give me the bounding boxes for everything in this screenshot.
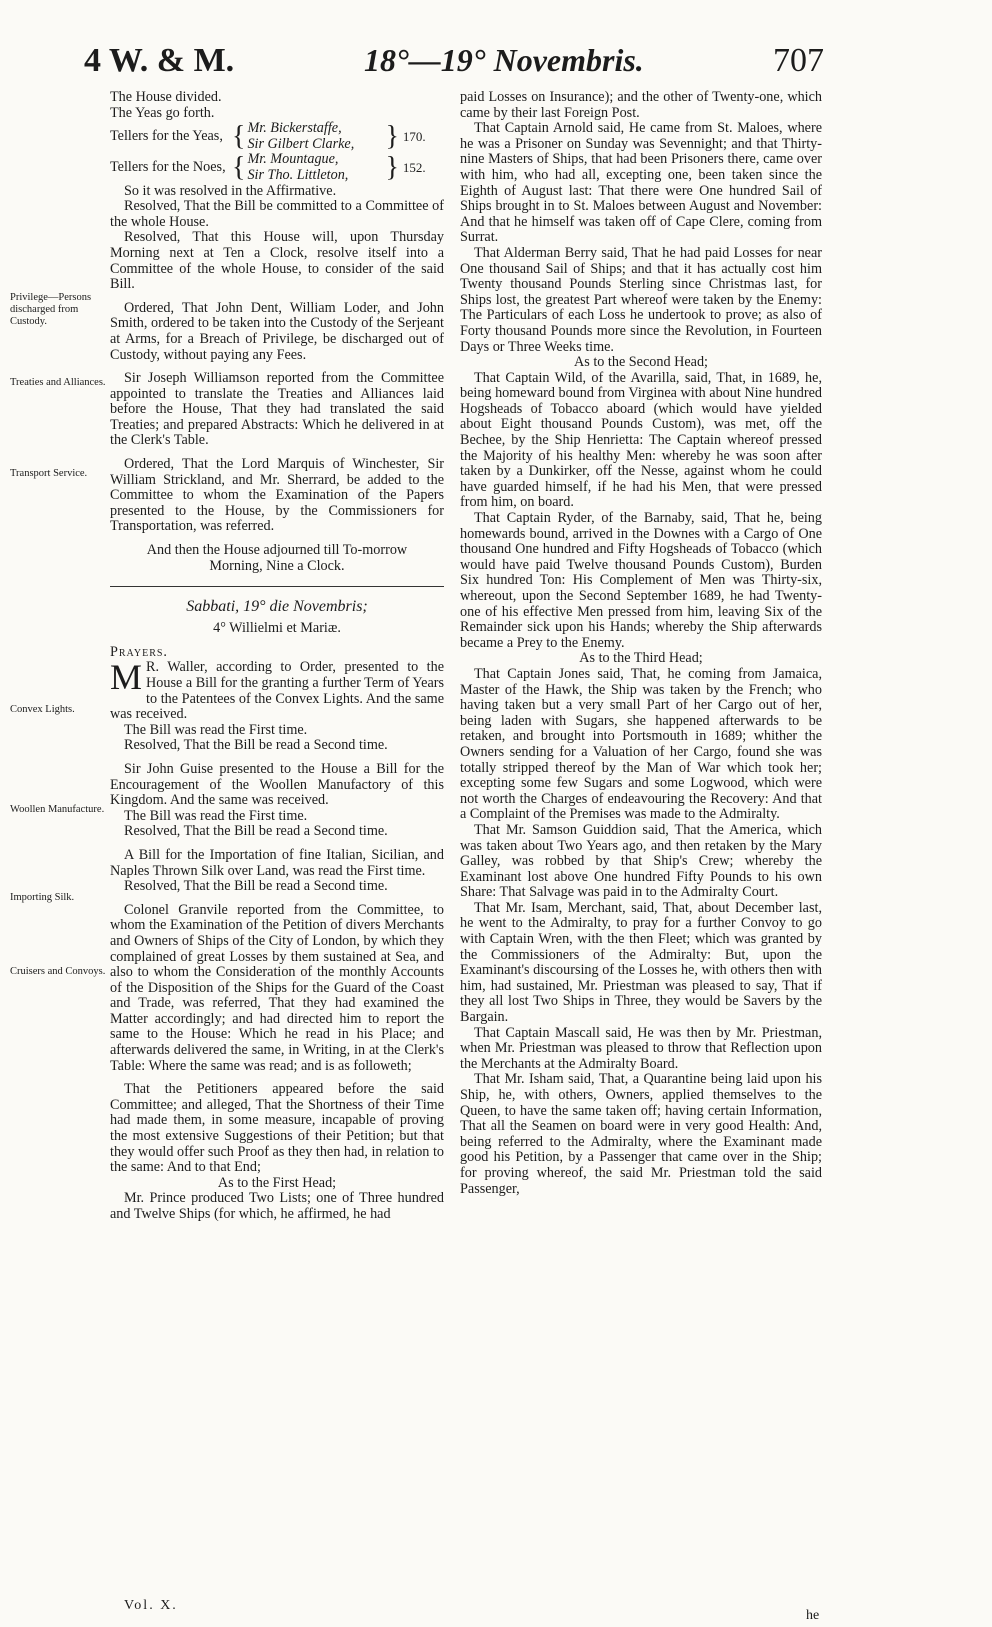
catchword: he: [806, 1608, 820, 1623]
first-reading: The Bill was read the First time.: [124, 721, 308, 738]
tellers-noes-label: Tellers for the Noes,: [110, 159, 226, 176]
jones-testimony: That Captain Jones said, That, he coming from Jamaica, Master of the Hawk, the Ship was taken by the French; who having taken but a very small Part of her Cargo out of her, being laden with Sugars, she happened afterwards to be retaken, and brought into Portsmouth in 1689; whither the Owners sending for a Valuation of her Cargo, found she was totally stripped thereof by the Man of War which took her; excepting some few Sugars and some Logwood, which were not worth the Charges of endeavouring the Recovery: And that a Complaint of the Premises was made to the Admiralty.: [460, 665, 822, 823]
teller-name: Sir Tho. Littleton,: [247, 166, 349, 183]
second-head-heading: As to the Second Head;: [574, 354, 708, 371]
volume-signature: Vol. X.: [124, 1598, 178, 1613]
wild-testimony: That Captain Wild, of the Avarilla, said, That, in 1689, he, being homeward bound from Virginea with about Nine hundred Hogsheads of Tobacco aboard (which would have yielded about Eight thousand Pounds Custom), was met, off the Bechee, by the Ship Henrietta: The Captain whereof pressed the Majority of his healthy Men: whereby he was soon after taken by a Dunkirker, off the Nesse, against whom he could have guarded himself, if he had his Men, that were pressed from him, on board.: [460, 369, 822, 511]
prince-paragraph: Mr. Prince produced Two Lists; one of Three hundred and Twelve Ships (for which, he affirmed, he had: [110, 1190, 444, 1222]
margin-note-silk: Importing Silk.: [10, 892, 75, 903]
order-transport: Ordered, That the Lord Marquis of Winchester, Sir William Strickland, and Mr. Sherrard, be added to the Committee to whom the Examination of the Papers presented to the House, by the Commissioners for Transportation, was referred.: [110, 456, 444, 535]
first-head-heading: As to the First Head;: [217, 1174, 337, 1191]
third-head-heading: As to the Third Head;: [579, 650, 703, 667]
isam-testimony: That Mr. Isam, Merchant, said, That, about December last, he went to the Admiralty, to pray for a further Convoy to go with Captain Wren, with the then Fleet; which was granted by the Commissioners of the Admiralty: But, upon the Examinant's discoursing of the Losses he, with others then with him, had sustained, Mr. Priestman was pleased to say, That if they all lost Two Ships in Three, they would be Savers by the Bargain.: [460, 899, 822, 1026]
left-column: [110, 90, 444, 1223]
drop-cap: M: [110, 657, 143, 698]
resolution: Resolved, That this House will, upon Thursday Morning next at Ten a Clock, resolve itself into a Committee of the whole House, to consider of the said Bill.: [110, 229, 444, 293]
brace-glyph: }: [385, 151, 399, 183]
teller-name: Mr. Bickerstaffe,: [247, 120, 342, 137]
margin-note-privilege: Privilege—Persons discharged from Custody.: [10, 292, 92, 327]
teller-name: Sir Gilbert Clarke,: [247, 135, 355, 152]
berry-testimony: That Alderman Berry said, That he had paid Losses for near One thousand Sail of Ships; and that it has actually cost him Twenty thousand Pounds Sterling since Christmas last, for Ships lost, the greatest Part whereof were taken by the Enemy: The Particulars of each Loss he undertook to prove; as also of Forty thousand Pounds more since the Revolution, in Fourteen Days or Three Weeks time.: [460, 244, 822, 355]
granvile-report-paragraph: Colonel Granvile reported from the Committee, to whom the Examination of the Petition of divers Merchants and Owners of Ships of the City of London, by which they complained of great Losses by them sustained at Sea, and also to whom the Consideration of the monthly Accounts of the Disposition of the Ships for the Guard of the Coast and Trade, was referred, That they had examined the Matter accordingly; and had directed him to report the same to the House: Which he read in his Place; and afterwards delivered the same, in Writing, in at the Clerk's Table: Where the same was read; and is as followeth;: [110, 901, 444, 1074]
margin-note-woollen: Woollen Manufacture.: [10, 804, 105, 815]
tellers-noes: [110, 152, 444, 183]
guiddion-testimony: That Mr. Samson Guiddion said, That the America, which was taken about Two Years ago, and then retaken by the Mary Galley, was robbed by that Ship's Crew; whereby the Examinant lost above One hundred Fifty Pounds to his own Share: That Salvage was paid in to the Admiralty Court.: [460, 821, 822, 901]
adjournment-line: And then the House adjourned till To-morrow Morning, Nine a Clock.: [146, 542, 408, 574]
brace-glyph: }: [385, 120, 399, 152]
brace-glyph: {: [232, 151, 246, 183]
brace-glyph: {: [232, 120, 246, 152]
date-heading: 18°—19° Novembris.: [364, 42, 644, 78]
petitioners-paragraph: That the Petitioners appeared before the said Committee; and alleged, That the Shortness of their Time had made them, in some measure, incapable of proving the most extensive Suggestions of their Petition; but that they would offer such Proof as they then had, in relation to the same: And to that End;: [110, 1081, 444, 1176]
silk-bill-paragraph: A Bill for the Importation of fine Italian, Sicilian, and Naples Thrown Silk over Land, was read the First time.: [110, 846, 444, 879]
resolution: Resolved, That the Bill be read a Second time.: [124, 737, 388, 754]
mascall-testimony: That Captain Mascall said, He was then by Mr. Priestman, when Mr. Priestman was pleased to throw that Reflection upon the Merchants at the Admiralty Board.: [460, 1024, 822, 1072]
waller-bill-text: R. Waller, according to Order, presented to the House a Bill for the granting a further Term of Years to the Patentees of the Convex Lights. And the same was received.: [110, 659, 444, 723]
paragraph-continued: paid Losses on Insurance); and the other of Twenty-one, which came by their last Foreign Post.: [460, 89, 822, 121]
margin-note-convex-lights: Convex Lights.: [10, 704, 75, 715]
regnal-line: 4° Willielmi et Mariæ.: [213, 620, 341, 637]
section-divider: [110, 586, 444, 587]
first-reading: The Bill was read the First time.: [124, 807, 308, 824]
resolution: Resolved, That the Bill be read a Second time.: [124, 823, 388, 840]
arnold-testimony: That Captain Arnold said, He came from St. Maloes, where he was a Prisoner on Sunday was Sevennight; and that Thirty-nine Masters of Ships, that had been Prisoners there, came over with him, who had all, excepting one, been taken since the Eighth of August last: That there were One hundred Sail of Ships brought in to St. Maloes between August and November: And that he himself was taken off of Cape Clere, coming from Surrat.: [460, 120, 822, 246]
tellers-yeas-label: Tellers for the Yeas,: [110, 127, 223, 144]
right-column: [460, 90, 822, 1197]
margin-note-treaties: Treaties and Alliances.: [10, 377, 106, 388]
page-number: 707: [773, 42, 824, 79]
sitting-date: Sabbati, 19° die Novembris;: [186, 598, 368, 616]
margin-note-cruisers: Cruisers and Convoys.: [10, 966, 106, 977]
noes-count: 152.: [402, 160, 426, 176]
teller-name: Mr. Mountague,: [247, 151, 339, 168]
tellers-yeas: [110, 121, 444, 152]
resolution: Resolved, That the Bill be read a Second time.: [124, 878, 388, 895]
page-header: [84, 42, 824, 88]
waller-bill-paragraph: [110, 657, 444, 723]
ryder-testimony: That Captain Ryder, of the Barnaby, said, That he, being homewards bound, arrived in the Downes with a Cargo of One thousand One hundred and Fifty Hogsheads of Tobacco (which would have paid Twelve thousand Pounds Custom), Burden Six hundred Ton: His Complement of Men was Thirty-six, whereout, upon the Second September 1689, he had Twenty-one of his effective Men pressed from him, leaving Six of the Remainder sick upon his Hands; whereby the Ship afterwards became a Prey to the Enemy.: [460, 510, 822, 651]
affirmative-line: So it was resolved in the Affirmative.: [124, 182, 337, 199]
order-privilege: Ordered, That John Dent, William Loder, and John Smith, ordered to be taken into the Custody of the Serjeant at Arms, for a Breach of Privilege, be discharged out of Custody, without paying any Fees.: [110, 299, 444, 363]
isham-testimony: That Mr. Isham said, That, a Quarantine being laid upon his Ship, he, with others, Owners, applied themselves to the Queen, to have the same taken off; having certain Information, That all the Seamen on board were in very good Health: And, being referred to the Admiralty, where the Examinant made good his Petition, by a Passenger that came over in the Ship; for proving whereof, the said Mr. Priestman told the said Passenger,: [460, 1071, 822, 1197]
resolution: Resolved, That the Bill be committed to a Committee of the whole House.: [110, 198, 444, 230]
yeas-count: 170.: [402, 128, 426, 144]
report-treaties: Sir Joseph Williamson reported from the Committee appointed to translate the Treaties and Alliances laid before the House, That they had translated the said Treaties; and prepared Abstracts: Which he delivered in at the Clerk's Table.: [110, 370, 444, 449]
yeas-line: The Yeas go forth.: [110, 104, 215, 121]
division-line: The House divided.: [110, 89, 222, 105]
woollen-bill-paragraph: Sir John Guise presented to the House a Bill for the Encouragement of the Woollen Manufactory of this Kingdom. And the same was received.: [110, 760, 444, 809]
margin-note-transport: Transport Service.: [10, 468, 88, 479]
regnal-year-heading: 4 W. & M.: [84, 42, 235, 79]
prayers-heading: Prayers.: [110, 643, 168, 660]
